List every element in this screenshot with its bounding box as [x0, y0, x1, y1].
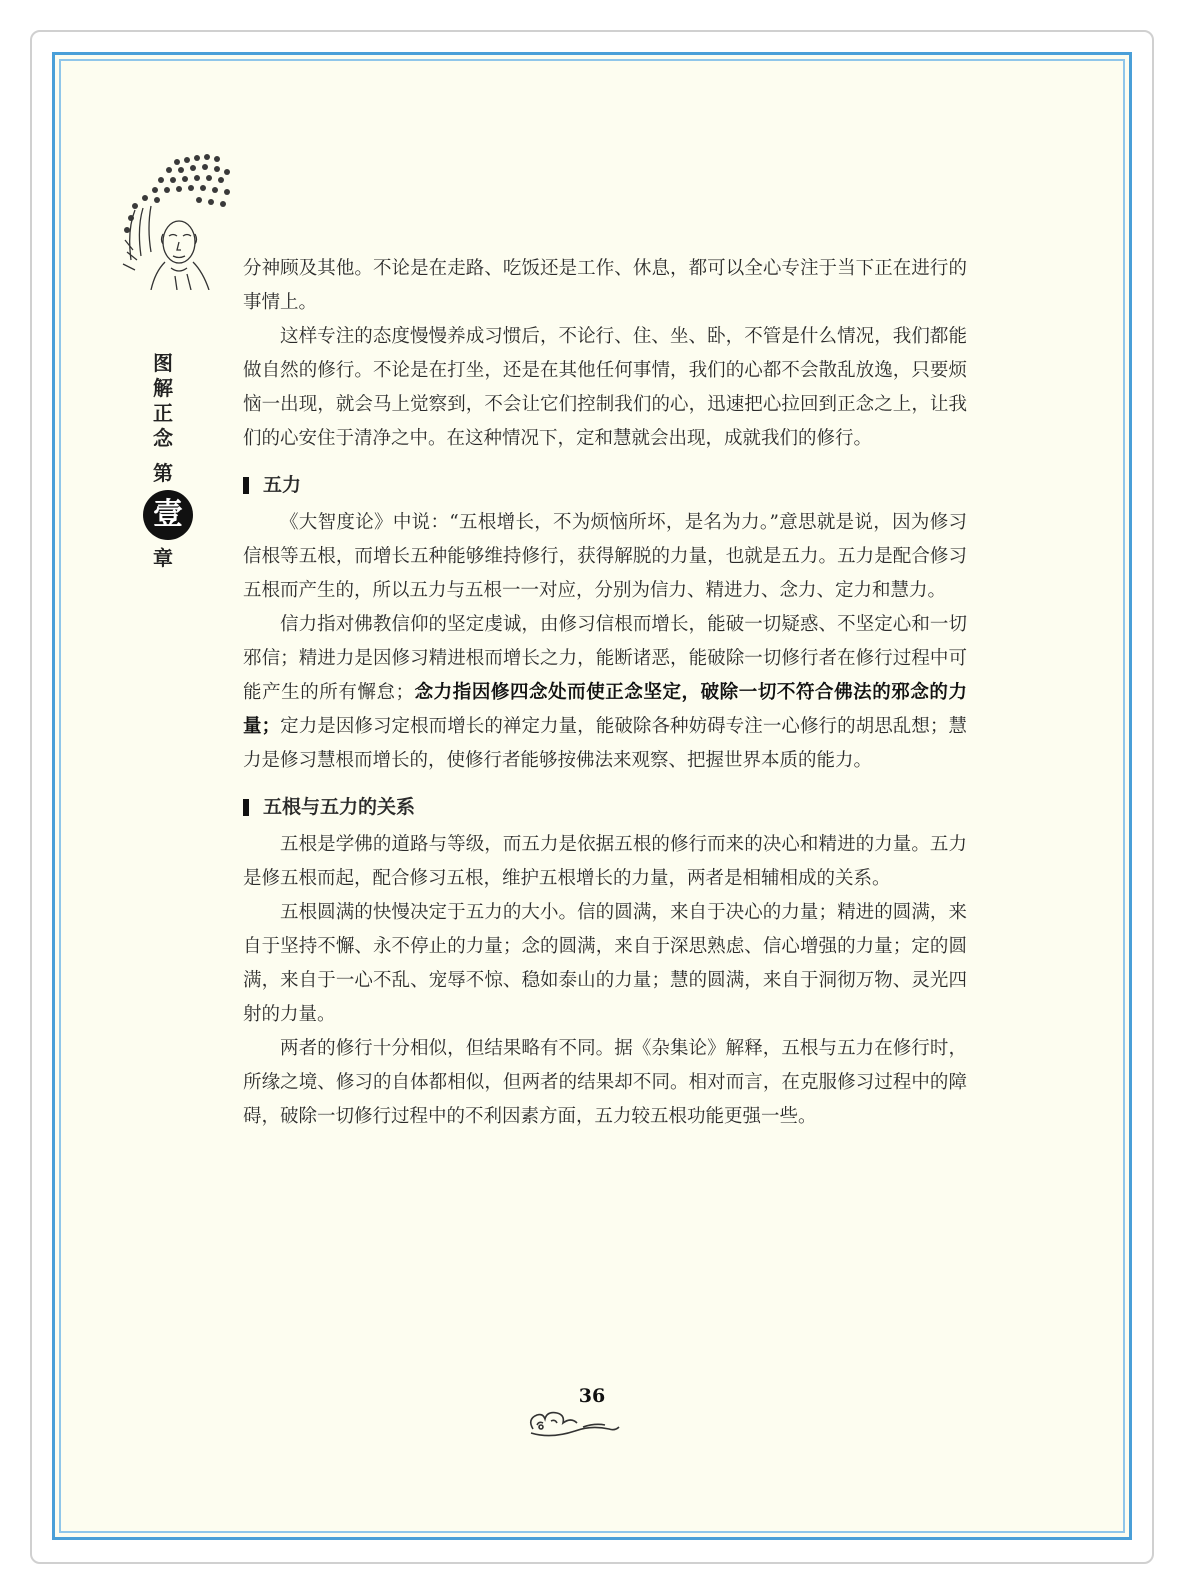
- text-run: 信力指对佛教信仰的坚定虔诚，由修习信根而增长，能破一切疑惑、不坚定心和一切邪信；精进力是因修习精进根而增长之力，能断诸恶，能破除一切修行者在修行过程中可能产生的所有懈怠；: [243, 614, 967, 703]
- side-title-char: 图: [153, 351, 173, 375]
- chapter-prefix: 第: [153, 461, 173, 485]
- section-heading: [243, 790, 967, 824]
- page-number: 36: [578, 1385, 606, 1407]
- auspicious-cloud-icon: [523, 1405, 623, 1441]
- paragraph: 五根圆满的快慢决定于五力的大小。信的圆满，来自于决心的力量；精进的圆满，来自于坚持不懈、永不停止的力量；念的圆满，来自于深思熟虑、信心增强的力量；定的圆满，来自于一心不乱、宠辱不惊、稳如泰山的力量；慧的圆满，来自于洞彻万物、灵光四射的力量。: [243, 902, 967, 1025]
- text-run: 定力是因修习定根而增长的禅定力量，能破除各种妨碍专注一心修行的胡思乱想；慧力是修习慧根而增长的，使修行者能够按佛法来观察、把握世界本质的能力。: [243, 716, 967, 771]
- side-title-char: 念: [153, 426, 173, 450]
- body-text: [243, 252, 967, 1134]
- monk-illustration: [115, 150, 235, 290]
- paragraph: 分神顾及其他。不论是在走路、吃饭还是工作、休息，都可以全心专注于当下正在进行的事情上。: [243, 258, 967, 313]
- heading-bar-icon: [243, 477, 249, 494]
- page-frame: [52, 52, 1132, 1540]
- chapter-number-badge: 壹: [143, 490, 193, 540]
- paragraph: 这样专注的态度慢慢养成习惯后，不论行、住、坐、卧，不管是什么情况，我们都能做自然的修行。不论是在打坐，还是在其他任何事情，我们的心都不会散乱放逸，只要烦恼一出现，就会马上觉察到，不会让它们控制我们的心，迅速把心拉回到正念之上，让我们的心安住于清净之中。在这种情况下，定和慧就会出现，成就我们的修行。: [243, 326, 967, 449]
- section-heading: [243, 468, 967, 502]
- heading-bar-icon: [243, 799, 249, 816]
- section-heading-text: 五根与五力的关系: [263, 796, 416, 818]
- paragraph: 五根是学佛的道路与等级，而五力是依据五根的修行而来的决心和精进的力量。五力是修五根而起，配合修习五根，维护五根增长的力量，两者是相辅相成的关系。: [243, 834, 967, 889]
- chapter-suffix: 章: [153, 546, 173, 570]
- paragraph: [243, 608, 967, 778]
- side-title-char: 解: [153, 376, 173, 400]
- paragraph: 《大智度论》中说：“五根增长，不为烦恼所坏，是名为力。”意思就是说，因为修习信根等五根，而增长五种能够维持修行，获得解脱的力量，也就是五力。五力是配合修习五根而产生的，所以五力与五根一一对应，分别为信力、精进力、念力、定力和慧力。: [243, 512, 967, 601]
- bold-text-run: 念力指因修四念处而使正念坚定，破除一切不符合佛法的邪念的力量；: [243, 682, 967, 737]
- side-title-char: 正: [153, 401, 173, 425]
- paragraph: 两者的修行十分相似，但结果略有不同。据《杂集论》解释，五根与五力在修行时，所缘之境、修习的自体都相似，但两者的结果却不同。相对而言，在克服修习过程中的障碍，破除一切修行过程中的不利因素方面，五力较五根功能更强一些。: [243, 1038, 967, 1127]
- vertical-chapter-title: [143, 351, 183, 571]
- section-heading-text: 五力: [263, 474, 302, 496]
